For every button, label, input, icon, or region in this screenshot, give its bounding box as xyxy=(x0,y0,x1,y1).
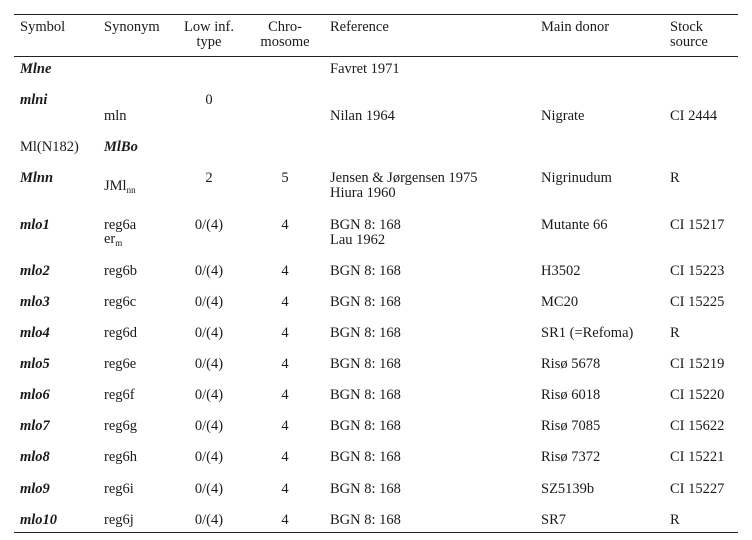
row-mlo10-reference: BGN 8: 168 xyxy=(330,512,401,528)
row-mlo9-synonym: reg6i xyxy=(104,481,134,497)
row-mlnn-synonym-main: JMl xyxy=(104,178,127,194)
row-mlo7-chromosome: 4 xyxy=(281,418,289,434)
row-mlo4-low-inf: 0/(4) xyxy=(194,325,224,341)
row-mlo1-synonym-2 xyxy=(104,232,122,248)
row-mlo4-donor: SR1 (=Refoma) xyxy=(541,325,634,341)
row-mlo1-synonym-2-main: er xyxy=(104,231,116,247)
row-mlnn-stock: R xyxy=(670,170,680,186)
bottom-rule xyxy=(14,532,738,533)
row-mlo9-donor: SZ5139b xyxy=(541,481,595,497)
row-mlo4-symbol: mlo4 xyxy=(20,325,50,341)
row-mlo1-chromosome: 4 xyxy=(281,217,289,233)
header-main-donor: Main donor xyxy=(541,19,610,35)
row-mlo8-donor: Risø 7372 xyxy=(541,449,601,465)
row-mlni-symbol: mlni xyxy=(20,92,48,108)
header-symbol: Symbol xyxy=(20,19,66,35)
row-mlo4-chromosome: 4 xyxy=(281,325,289,341)
row-mlo5-low-inf: 0/(4) xyxy=(194,356,224,372)
row-mlo6-donor: Risø 6018 xyxy=(541,387,601,403)
row-mlo7-stock: CI 15622 xyxy=(670,418,725,434)
row-mlo4-reference: BGN 8: 168 xyxy=(330,325,401,341)
row-mlo5-stock: CI 15219 xyxy=(670,356,725,372)
row-mlne-symbol: Mlne xyxy=(20,61,52,77)
row-mlo7-synonym: reg6g xyxy=(104,418,138,434)
row-mlni-reference: Nilan 1964 xyxy=(330,108,395,124)
top-rule xyxy=(14,14,738,15)
row-mlo9-chromosome: 4 xyxy=(281,481,289,497)
row-mlni-synonym: mln xyxy=(104,108,127,124)
row-mlo2-reference: BGN 8: 168 xyxy=(330,263,401,279)
row-mlo2-chromosome: 4 xyxy=(281,263,289,279)
header-low-inf-type xyxy=(172,20,246,50)
row-mlo6-symbol: mlo6 xyxy=(20,387,50,403)
row-mlo3-reference: BGN 8: 168 xyxy=(330,294,401,310)
row-mlnn-synonym-sub: nn xyxy=(126,185,136,195)
row-mlo1-symbol: mlo1 xyxy=(20,217,50,233)
row-mlo5-reference: BGN 8: 168 xyxy=(330,356,401,372)
row-mlo7-donor: Risø 7085 xyxy=(541,418,601,434)
row-mlo10-stock: R xyxy=(670,512,680,528)
header-low-inf-line2: type xyxy=(196,34,222,50)
row-mlo10-donor: SR7 xyxy=(541,512,566,528)
row-mlne-reference: Favret 1971 xyxy=(330,61,400,77)
row-mlo6-low-inf: 0/(4) xyxy=(194,387,224,403)
row-mlo1-stock: CI 15217 xyxy=(670,217,725,233)
row-mlni-low-inf: 0 xyxy=(205,92,213,108)
row-mlo6-synonym: reg6f xyxy=(104,387,135,403)
row-mlnn-chromosome: 5 xyxy=(281,170,289,186)
row-mlo1-synonym-2-sub: m xyxy=(115,238,123,248)
header-chromosome xyxy=(252,20,318,50)
row-mlo10-chromosome: 4 xyxy=(281,512,289,528)
row-mlo3-stock: CI 15225 xyxy=(670,294,725,310)
row-mlo9-reference: BGN 8: 168 xyxy=(330,481,401,497)
row-mlo4-stock: R xyxy=(670,325,680,341)
row-mlo10-symbol: mlo10 xyxy=(20,512,58,528)
header-synonym: Synonym xyxy=(104,19,160,35)
row-mlo2-donor: H3502 xyxy=(541,263,581,279)
row-mlo8-synonym: reg6h xyxy=(104,449,138,465)
header-stock-line2: source xyxy=(670,34,708,50)
row-mlo10-low-inf: 0/(4) xyxy=(194,512,224,528)
row-mlo5-symbol: mlo5 xyxy=(20,356,50,372)
row-mlo3-chromosome: 4 xyxy=(281,294,289,310)
header-low-inf-line1: Low inf. xyxy=(184,19,234,35)
row-mlo5-chromosome: 4 xyxy=(281,356,289,372)
row-mln182-synonym: MlBo xyxy=(104,139,138,155)
row-mlo1-reference-1: BGN 8: 168 xyxy=(330,217,401,233)
row-mlo7-low-inf: 0/(4) xyxy=(194,418,224,434)
row-mlo1-reference-2: Lau 1962 xyxy=(330,232,386,248)
row-mlo2-symbol: mlo2 xyxy=(20,263,50,279)
row-mlo3-low-inf: 0/(4) xyxy=(194,294,224,310)
row-mlo10-synonym: reg6j xyxy=(104,512,134,528)
row-mlo9-low-inf: 0/(4) xyxy=(194,481,224,497)
row-mlo1-donor: Mutante 66 xyxy=(541,217,608,233)
row-mlo6-stock: CI 15220 xyxy=(670,387,725,403)
row-mlo5-synonym: reg6e xyxy=(104,356,137,372)
row-mlni-donor: Nigrate xyxy=(541,108,585,124)
row-mlni-stock: CI 2444 xyxy=(670,108,718,124)
header-stock-line1: Stock xyxy=(670,19,704,35)
header-rule xyxy=(14,56,738,57)
row-mlo4-synonym: reg6d xyxy=(104,325,138,341)
row-mlo3-synonym: reg6c xyxy=(104,294,137,310)
row-mlo8-chromosome: 4 xyxy=(281,449,289,465)
row-mlo3-symbol: mlo3 xyxy=(20,294,50,310)
row-mlo2-low-inf: 0/(4) xyxy=(194,263,224,279)
header-chromosome-line2: mosome xyxy=(260,34,310,50)
row-mlo8-reference: BGN 8: 168 xyxy=(330,449,401,465)
row-mlo6-chromosome: 4 xyxy=(281,387,289,403)
row-mlo9-symbol: mlo9 xyxy=(20,481,50,497)
row-mlnn-donor: Nigrinudum xyxy=(541,170,612,186)
row-mlo1-low-inf: 0/(4) xyxy=(194,217,224,233)
row-mlnn-low-inf: 2 xyxy=(205,170,213,186)
header-reference: Reference xyxy=(330,19,389,35)
row-mlo8-stock: CI 15221 xyxy=(670,449,725,465)
row-mlo2-synonym: reg6b xyxy=(104,263,138,279)
row-mlo7-symbol: mlo7 xyxy=(20,418,50,434)
header-stock-source xyxy=(670,20,708,50)
row-mlo9-stock: CI 15227 xyxy=(670,481,725,497)
row-mlo6-reference: BGN 8: 168 xyxy=(330,387,401,403)
row-mlnn-reference-1: Jensen & Jørgensen 1975 xyxy=(330,170,478,186)
row-mlnn-symbol: Mlnn xyxy=(20,170,54,186)
header-chromosome-line1: Chro- xyxy=(268,19,302,35)
row-mlo5-donor: Risø 5678 xyxy=(541,356,601,372)
row-mln182-symbol: Ml(N182) xyxy=(20,139,79,155)
row-mlo7-reference: BGN 8: 168 xyxy=(330,418,401,434)
row-mlo3-donor: MC20 xyxy=(541,294,579,310)
row-mlnn-reference-2: Hiura 1960 xyxy=(330,185,396,201)
row-mlnn-synonym xyxy=(104,179,136,195)
row-mlo8-low-inf: 0/(4) xyxy=(194,449,224,465)
row-mlo1-synonym-1: reg6a xyxy=(104,217,137,233)
row-mlo2-stock: CI 15223 xyxy=(670,263,725,279)
row-mlo8-symbol: mlo8 xyxy=(20,449,50,465)
